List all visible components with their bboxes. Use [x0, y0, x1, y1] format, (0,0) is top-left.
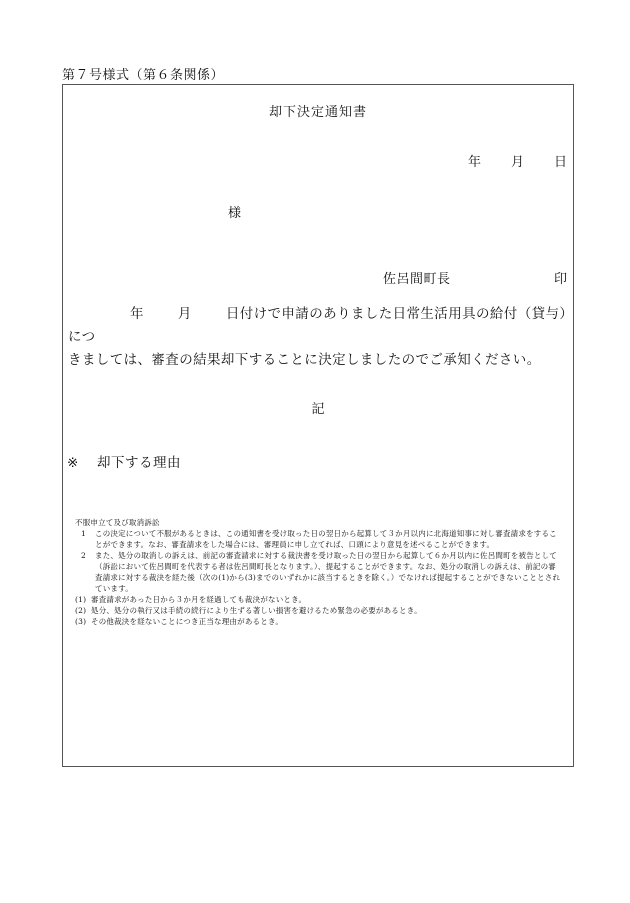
reason-label: 却下する理由 — [97, 455, 181, 471]
notice-subitem-number: (3) — [75, 617, 87, 626]
date-month: 月 — [510, 155, 524, 170]
notice-subitem-2 — [75, 605, 563, 616]
form-number: 第７号様式（第６条関係） — [62, 68, 225, 83]
reason-heading — [67, 451, 181, 471]
body-line1: 日付けで申請のありました日常生活用具の給付（貸与）につ — [68, 306, 567, 345]
notice-item-number: 2 — [81, 551, 86, 560]
appeal-heading: 不服申立て及び取消訴訟 — [75, 518, 160, 527]
document-title: 却下決定通知書 — [268, 105, 367, 120]
notice-subitem-text: 処分、処分の執行又は手続の続行により生ずる著しい損害を避けるため緊急の必要があるとき。 — [91, 606, 422, 615]
issuer-name: 佐呂間町長 — [383, 272, 451, 287]
notice-body — [68, 303, 570, 372]
notice-item-text: この決定について不服があるときは、この通知書を受け取った日の翌日から起算して３か月以内に北海道知事に対し審査請求をすることができます。なお、審査請求をした場合には、審理員に申し立てれば、口頭により意見を述べることができます。 — [95, 529, 557, 549]
notice-item-number: 1 — [81, 529, 86, 538]
notice-item-1 — [75, 528, 563, 550]
notice-subitem-3 — [75, 616, 563, 627]
date-day: 日 — [553, 155, 567, 170]
notice-subitem-text: その他裁決を経ないことにつき正当な理由があるとき。 — [91, 617, 284, 626]
notice-item-text: また、処分の取消しの訴えは、前記の審査請求に対する裁決書を受け取った日の翌日から起算して６か月以内に佐呂間町を被告として（訴訟において佐呂間町を代表する者は佐呂間町長となります。）、提起することができます。なお、処分の取消しの訴えは、前記の審査請求に対する裁決を経た後（次の(1)から(3)までのいずれかに該当するときを除く。）でなければ提起することができないこととされています。 — [95, 551, 561, 593]
date-year: 年 — [467, 155, 481, 170]
notice-subitem-number: (1) — [75, 595, 87, 604]
notice-subitem-text: 審査請求があった日から３か月を経過しても裁決がないとき。 — [91, 595, 307, 604]
body-month: 月 — [177, 306, 192, 322]
addressee-suffix: 様 — [228, 206, 242, 221]
notice-subitem-number: (2) — [75, 606, 87, 615]
reference-mark: ※ — [67, 455, 79, 471]
ki-heading: 記 — [311, 402, 325, 417]
document-frame — [62, 84, 574, 767]
body-year: 年 — [130, 306, 144, 322]
appeal-notice — [75, 517, 563, 627]
seal-mark: 印 — [553, 272, 567, 287]
body-line2: きましては、審査の結果却下することに決定しましたのでご承知ください。 — [68, 352, 541, 368]
notice-item-2 — [75, 550, 563, 594]
notice-subitem-1 — [75, 594, 563, 605]
date-line — [468, 151, 567, 170]
